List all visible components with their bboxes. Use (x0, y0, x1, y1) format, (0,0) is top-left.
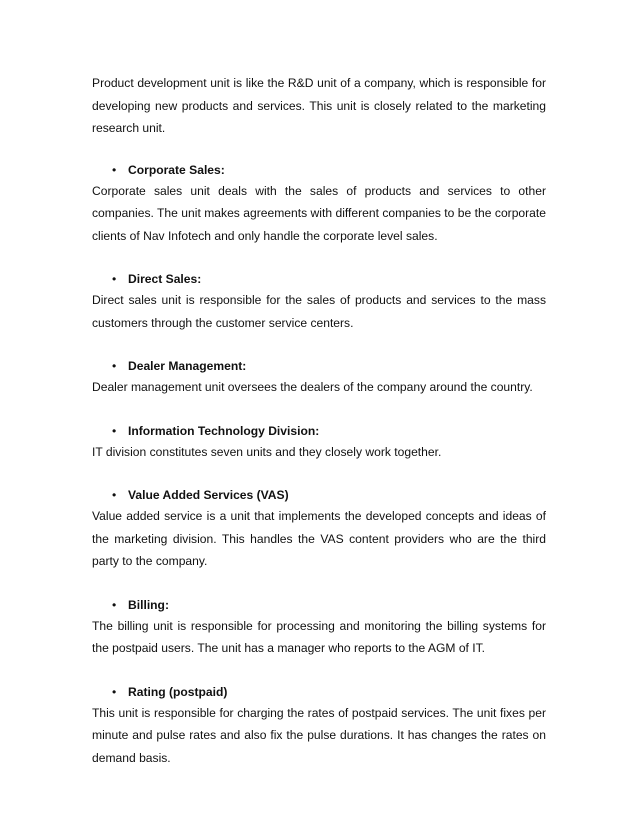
bullet-heading (112, 595, 546, 615)
bullet-heading (112, 421, 546, 441)
bullet-icon: • (112, 488, 117, 502)
section-heading: Direct Sales: (128, 272, 202, 286)
section-body: Direct sales unit is responsible for the sales of products and services to the mass customers through the customer service centers. (92, 293, 546, 330)
section-billing (92, 595, 546, 660)
section-rating-postpaid (92, 682, 546, 770)
bullet-icon: • (112, 423, 117, 438)
bullet-heading (112, 682, 546, 702)
section-heading: Value Added Services (VAS) (128, 488, 289, 502)
intro-paragraph: Product development unit is like the R&D unit of a company, which is responsible for developing new products and services. This unit is closely related to the marketing research unit. (92, 76, 546, 135)
section-corporate-sales (92, 160, 546, 248)
bullet-heading (112, 269, 546, 289)
section-heading: Corporate Sales: (128, 162, 225, 177)
section-body: Dealer management unit oversees the dealers of the company around the country. (92, 380, 533, 394)
bullet-heading (112, 160, 546, 180)
section-heading: Billing: (128, 597, 169, 612)
section-body: The billing unit is responsible for processing and monitoring the billing systems for the postpaid users. The unit has a manager who reports to the AGM of IT. (92, 618, 546, 655)
bullet-icon: • (112, 359, 117, 373)
section-value-added-services (92, 485, 546, 573)
section-heading: Information Technology Division: (128, 423, 320, 438)
section-body: Corporate sales unit deals with the sales of products and services to other companies. The unit makes agreements with different companies to be the corporate clients of Nav Infotech and only handle the corporate level sales. (92, 183, 546, 243)
section-dealer-management (92, 356, 546, 399)
bullet-icon: • (112, 272, 117, 286)
section-body: IT division constitutes seven units and they closely work together. (92, 444, 442, 459)
section-body: This unit is responsible for charging the rates of postpaid services. The unit fixes per minute and pulse rates and also fix the pulse durations. It has changes the rates on demand basis. (92, 705, 546, 765)
bullet-icon: • (112, 684, 117, 699)
section-heading: Rating (postpaid) (128, 684, 228, 699)
bullet-heading (112, 485, 546, 505)
section-direct-sales (92, 269, 546, 334)
section-information-technology (92, 421, 546, 464)
bullet-heading (112, 356, 546, 376)
document-page (92, 72, 546, 769)
bullet-icon: • (112, 162, 117, 177)
section-heading: Dealer Management: (128, 359, 247, 373)
bullet-icon: • (112, 597, 117, 612)
section-body: Value added service is a unit that implements the developed concepts and ideas of the marketing division. This handles the VAS content providers who are the third party to the company. (92, 509, 546, 568)
